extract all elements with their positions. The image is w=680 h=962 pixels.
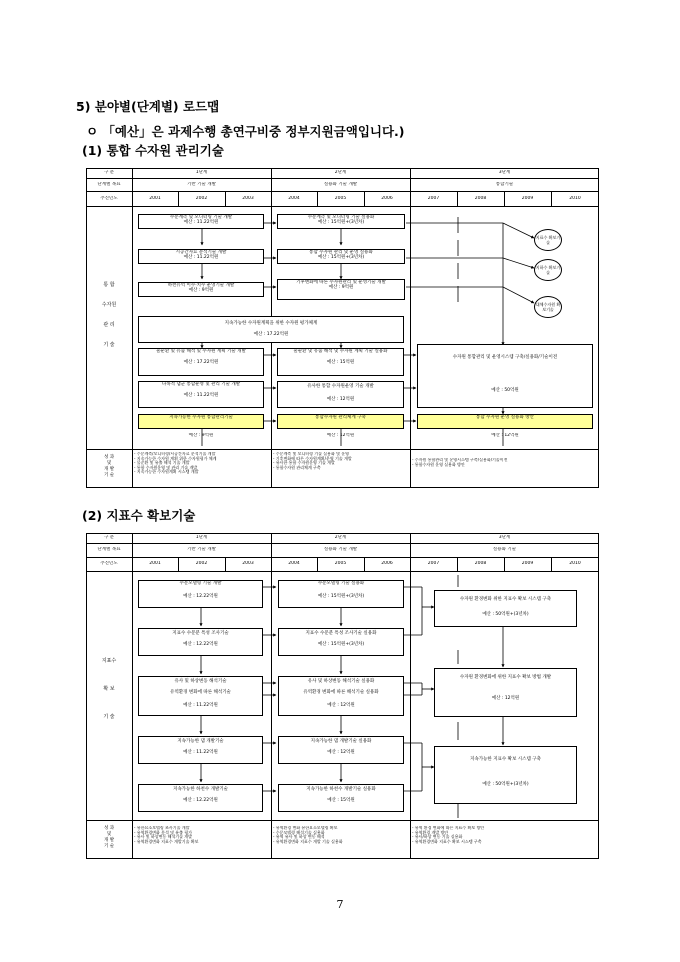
section2-title: (2) 지표수 확보기술 — [82, 508, 196, 523]
goal-1: 기반 기술 개발 — [187, 547, 216, 552]
phase-1: 1단계 — [195, 535, 208, 540]
box-budget: 예산 : 9억원 — [188, 433, 214, 438]
roadmap-box: 물순환 및 유출 해석 및 수자원 계획 기술 개발 예산 : 17.22억원 — [138, 348, 264, 376]
summary-phase-2: - 유역환경 변화 유한요소모델링 확보 - 수문모델링 해석기술 실용화 - 유역 유사 및 하상 변동 해석 - 유역환경변화 지표수 개발 기술 실용화 — [273, 826, 343, 844]
year: 2001 — [149, 196, 161, 201]
year: 2003 — [242, 196, 254, 201]
col-label: 구 분 — [103, 535, 115, 540]
roadmap-box: 물순환 및 유출 해석 및 수자원 계획 기술 실용화 예산 : 15억원 — [277, 348, 404, 376]
goal-2: 실용화 기술 개발 — [323, 547, 358, 552]
col-label: 구 분 — [103, 170, 115, 175]
year: 2002 — [195, 196, 208, 201]
goal-label: 단계별 목표 — [97, 547, 121, 552]
year: 2009 — [521, 561, 534, 566]
roadmap-box: 유사 및 하상변동 해석기술 실용화 유역환경 변화에 따른 해석기술 실용화 예산 : 12억원 — [278, 676, 404, 716]
roadmap-box: 수문모델링 기술 실용화 예산 : 15억원+(3년차) — [278, 580, 404, 608]
year: 2008 — [474, 561, 487, 566]
summary-phase-3: - 수자원 통합관리 및 운영시스템 구축/실용화/기술이전 - 통합수자원 운영 실용화 방안 — [412, 458, 508, 467]
year: 2007 — [427, 561, 440, 566]
roadmap-box: 지속가능한 하천수 개발기술 실용화 예산 : 15억원 — [278, 784, 404, 812]
roadmap-box: 지속가능한 댐 개발기술 예산 : 11.22억원 — [138, 736, 263, 764]
roadmap-box: 수자원 통합관리 및 운영시스템 구축/실용화/기술이전 예산 : 50억원 — [417, 344, 593, 408]
side-label: 지표수 확 보 기 술 — [101, 658, 117, 720]
phase-3: 3단계 — [498, 535, 511, 540]
summary-phase-3: - 유역 환경 변화에 따른 지표수 확보 방안 - 유역환경 개발 방안 - 유사/하상 변동 기술 실용화 - 유역환경변화 지표수 확보 시스템 구축 — [412, 826, 485, 844]
year: 2004 — [288, 561, 300, 566]
circle-node: 대체수자원 확보기술 — [534, 296, 562, 318]
roadmap-box-highlight: 지속가능한 수자원 통합관리기술 — [138, 414, 264, 429]
year: 2010 — [569, 196, 581, 201]
roadmap-box: 수문계측 및 모니터링 기술 실용화 예산 : 15억원+(3년차) — [277, 214, 405, 229]
goal-3: 통합기술 — [495, 182, 514, 187]
roadmap-box: 다목적 댐군 통합운영 및 관리 기술 개발 예산 : 11.22억원 — [138, 381, 264, 408]
circle-node: 지하수 확보기술 — [534, 259, 562, 281]
roadmap-box: 하천유역 이수·치수 운영기술 개발 예산 : 9억원 — [138, 282, 264, 297]
summary-phase-2: - 수문계측 및 모니터링 기술 실용화 및 운영 - 기후변화에 따른 수자원계획/운영 기술 개발 - 유사한 통합 수자원운영 기술 개발 - 통합수자원 관리체계 구축 — [273, 452, 352, 470]
roadmap-box: 수자원 환경변화에 위한 지표수 확보 방법 개발 예산 : 12억원 — [434, 668, 577, 717]
roadmap-box: 지속가능한 댐 개발기술 실용화 예산 : 12억원 — [278, 736, 404, 764]
year: 2007 — [427, 196, 440, 201]
year: 2005 — [334, 196, 347, 201]
year-label: 추진년도 — [100, 561, 118, 566]
year: 2002 — [195, 561, 208, 566]
roadmap-box: 지속가능한 하천수 개발기술 예산 : 12.22억원 — [138, 784, 263, 812]
page-number: 7 — [336, 898, 344, 911]
roadmap-box: 지속가능한 수자원계획을 위한 수자원 평가체계 예산 : 17.22억원 — [138, 316, 404, 343]
roadmap-box: 기후변화에 따른 수자원관리 및 운영기술 개발 예산 : 9억원 — [277, 279, 405, 300]
year: 2006 — [381, 561, 393, 566]
year: 2005 — [334, 561, 347, 566]
section-heading: 5) 분야별(단계별) 로드맵 — [76, 99, 220, 114]
year: 2006 — [381, 196, 393, 201]
goal-3: 실용화 기술 — [492, 547, 517, 552]
roadmap-box: 유사한 통합 수자원운영 기술 개발 예산 : 12억원 — [277, 381, 404, 408]
side-label: 통 합 수자원 관 리 기 술 — [101, 282, 117, 348]
roadmap-box-highlight: 통합수자원 관리체계 구축 — [277, 414, 404, 429]
summary-label: 성 과 및 개 발 기 술 — [103, 455, 115, 478]
year: 2004 — [288, 196, 300, 201]
roadmap-box: 시공간자료 분석기술 개발 예산 : 11.22억원 — [138, 249, 264, 264]
roadmap-box: 지속가능한 지표수 확보 시스템 구축 예산 : 50억원+(3년차) — [434, 746, 577, 804]
roadmap-box: 지표수 수문분 특성 조사기술 실용화 예산 : 15억원+(3년차) — [278, 628, 404, 656]
roadmap-box-highlight: 통합 수자원 운영 실용화 방안 — [417, 414, 593, 429]
phase-2: 2단계 — [334, 535, 347, 540]
box-budget: 예산 : 12억원 — [491, 433, 519, 438]
summary-phase-1: - 유한요소모델링 조사기술 개발 - 유역환경변화 분석 및 유출 평가 - 유사 및 하상변동 해석기술 개발 - 유역환경변화 지표수 개발기술 확보 — [134, 826, 199, 844]
year: 2010 — [569, 561, 581, 566]
circle-node: 지표수 확보기술 — [534, 229, 562, 251]
budget-note: ㅇ 「예산」은 과제수행 총연구비중 정부지원금액입니다.) — [86, 124, 405, 139]
roadmap-box: 지표수 수문분 특성 조사기술 예산 : 12.22억원 — [138, 628, 263, 656]
goal-label: 단계별 목표 — [97, 182, 121, 187]
goal-2: 실용화 기술 개발 — [323, 182, 358, 187]
box-budget: 예산 : 12억원 — [326, 433, 355, 438]
section1-title: (1) 통합 수자원 관리기술 — [82, 143, 224, 158]
phase-3: 3단계 — [498, 170, 511, 175]
year: 2001 — [149, 561, 161, 566]
roadmap-box: 수문모델링 기술 개발 예산 : 12.22억원 — [138, 580, 263, 608]
phase-1: 1단계 — [195, 170, 208, 175]
summary-phase-1: - 수문계측/모니터링/시공간자료 분석기술 개발 - 지속가능한 수자원 계획 위한 수자원평가 체계 - 물순환 및 유출 해석 기술 개발 - 통합 수자원운영 및 관리 기술 개발 - 지속가능한 수자원계획 시스템 개발 — [134, 452, 217, 475]
year-label: 추진년도 — [100, 196, 118, 201]
year: 2009 — [521, 196, 534, 201]
goal-1: 기반 기술 개발 — [187, 182, 216, 187]
year: 2003 — [242, 561, 254, 566]
roadmap-box: 통합 수자원 관리 및 운영 실용화 예산 : 15억원+(3년차) — [277, 249, 405, 264]
summary-label: 성 과 및 개 발 기 술 — [103, 826, 115, 849]
phase-2: 2단계 — [334, 170, 347, 175]
roadmap-box: 수자원 환경변화 위한 지표수 확보 시스템 구축 예산 : 50억원+(3년차) — [434, 590, 577, 627]
year: 2008 — [474, 196, 487, 201]
roadmap-box: 유사 및 하상변동 해석기술 유역환경 변화에 따른 해석기술 예산 : 11.22억원 — [138, 676, 263, 716]
roadmap-box: 수문계측 및 모니터링 기술 개발 예산 : 11.22억원 — [138, 214, 264, 229]
